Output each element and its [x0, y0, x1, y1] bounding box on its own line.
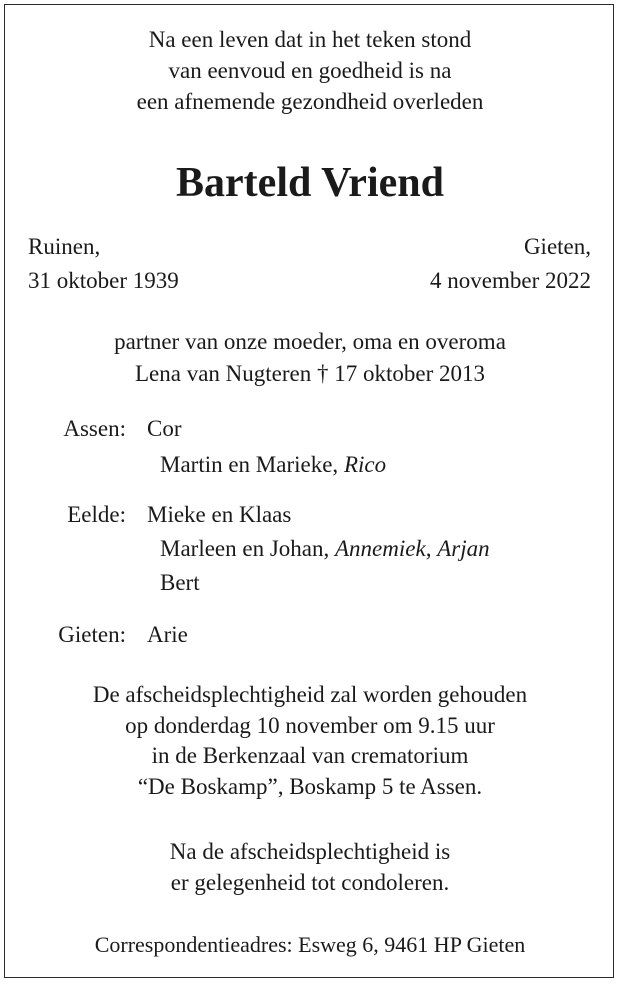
- family-children: Martin en Marieke, Rico: [160, 452, 387, 477]
- partner-text: [0, 326, 620, 390]
- ceremony-line-2: op donderdag 10 november om 9.15 uur: [125, 712, 495, 738]
- birth-date: 31 oktober 1939: [28, 268, 179, 293]
- family-children: Bert: [160, 570, 200, 595]
- condolence-line-2: er gelegenheid tot condoleren.: [170, 870, 450, 895]
- family-head: Mieke en Klaas: [147, 502, 292, 527]
- condolence-text: [0, 836, 620, 898]
- family-location: Eelde:: [67, 502, 126, 527]
- grandchild-name: Rico: [343, 452, 387, 477]
- partner-line-1: partner van onze moeder, oma en overoma: [114, 329, 506, 354]
- death-date: 4 november 2022: [430, 268, 591, 293]
- birth-death-info: [28, 230, 591, 298]
- intro-line-2: van eenvoud en goedheid is na: [168, 58, 452, 83]
- family-group-eelde: [0, 502, 620, 595]
- family-location: Assen:: [63, 416, 126, 441]
- deceased-name: Barteld Vriend: [176, 160, 444, 206]
- family-location: Gieten:: [58, 622, 126, 647]
- intro-line-3: een afnemende gezondheid overleden: [136, 89, 484, 114]
- announcement-border: [4, 4, 614, 978]
- grandchild-name: Annemiek: [335, 536, 426, 561]
- ceremony-line-1: De afscheidsplechtigheid zal worden gehouden: [92, 682, 528, 707]
- correspondence-address: Correspondentieadres: Esweg 6, 9461 HP Gieten: [94, 932, 526, 957]
- grandchild-name: Arjan: [437, 536, 490, 561]
- family-head: Cor: [147, 416, 182, 441]
- family-group-assen: [0, 416, 620, 477]
- ceremony-line-4: “De Boskamp”, Boskamp 5 te Assen.: [137, 773, 483, 799]
- ceremony-text: [0, 680, 620, 802]
- partner-line-2: Lena van Nugteren † 17 oktober 2013: [134, 361, 485, 386]
- condolence-line-1: Na de afscheidsplechtigheid is: [169, 839, 451, 864]
- intro-line-1: Na een leven dat in het teken stond: [148, 27, 472, 52]
- death-place: Gieten,: [523, 234, 591, 259]
- death-info: [430, 230, 591, 298]
- family-head: Arie: [147, 622, 188, 647]
- ceremony-line-3: in de Berkenzaal van crematorium: [151, 743, 469, 768]
- birth-place: Ruinen,: [28, 234, 101, 259]
- family-children: Marleen en Johan, Annemiek, Arjan: [160, 536, 490, 561]
- birth-info: [28, 230, 179, 298]
- intro-text: [0, 24, 620, 117]
- family-group-gieten: [0, 622, 620, 654]
